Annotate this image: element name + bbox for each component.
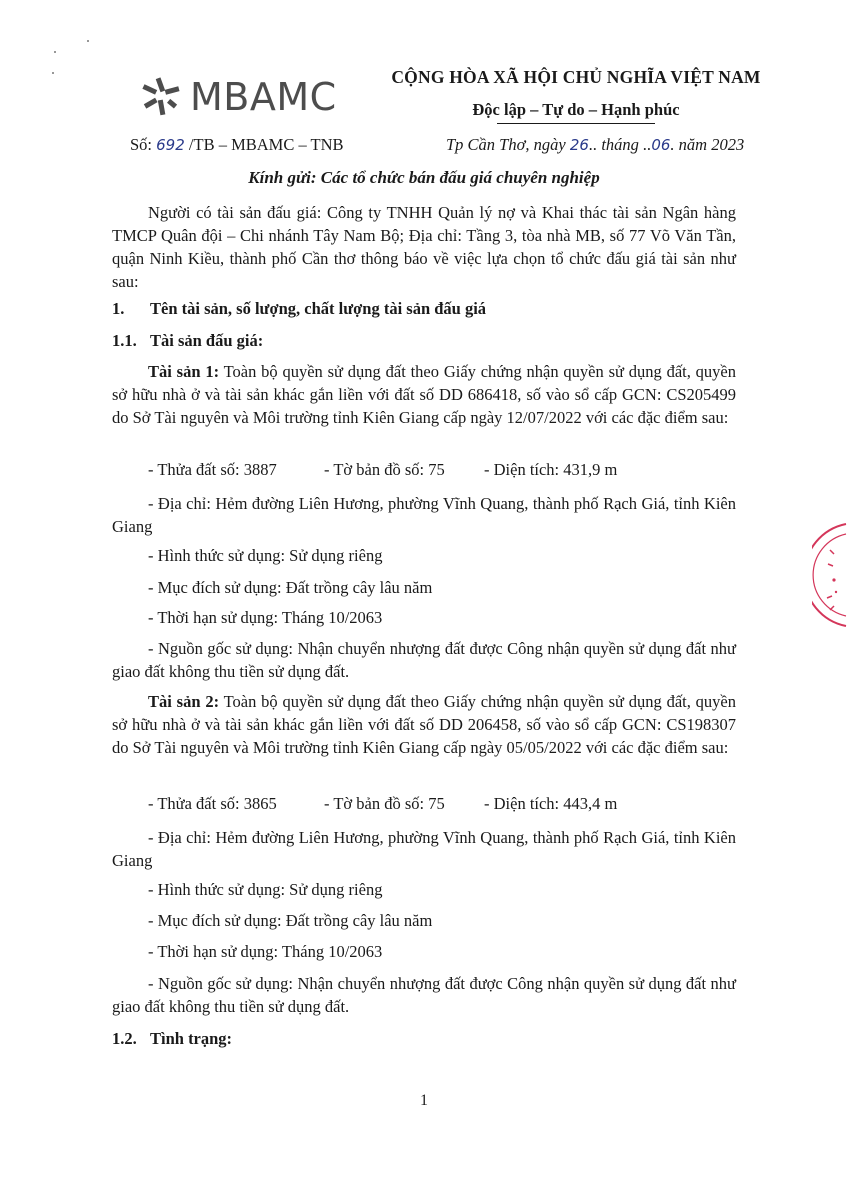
- asset-2-address: - Địa chỉ: Hẻm đường Liên Hương, phường Vĩnh Quang, thành phố Rạch Giá, tỉnh Kiên Giang: [112, 828, 736, 870]
- asset-2-parcel-row: [148, 794, 617, 814]
- section-title: Tài sản đấu giá:: [150, 331, 264, 350]
- national-motto: Độc lập – Tự do – Hạnh phúc: [472, 100, 680, 119]
- section-number: 1.2.: [112, 1029, 137, 1048]
- company-logo: [138, 74, 337, 120]
- asset-1-label: Tài sản 1:: [148, 362, 220, 381]
- asset-2-area: - Diện tích: 443,4 m: [484, 794, 618, 813]
- asset-2-purpose: - Mục đích sử dụng: Đất trồng cây lâu năm: [148, 911, 433, 930]
- asset-2-map-sheet: - Tờ bản đồ số: 75: [324, 794, 445, 813]
- national-title: CỘNG HÒA XÃ HỘI CHỦ NGHĨA VIỆT NAM: [391, 67, 761, 87]
- asset-1-purpose: - Mục đích sử dụng: Đất trồng cây lâu năm: [148, 578, 433, 597]
- asset-2-text: Toàn bộ quyền sử dụng đất theo Giấy chứng nhận quyền sử dụng đất, quyền sở hữu nhà ở và tài sản khác gắn liền với đất số DD 206458, số vào sổ cấp GCN: CS198307 do Sở Tài nguyên và Môi trường tỉnh Kiên Giang cấp ngày 05/05/2022 với các đặc điểm sau:: [112, 692, 736, 757]
- date-year: năm 2023: [678, 135, 745, 154]
- motto-underline: [497, 123, 655, 124]
- red-seal-fragment-icon: [812, 520, 848, 630]
- asset-1-address: - Địa chỉ: Hẻm đường Liên Hương, phường Vĩnh Quang, thành phố Rạch Giá, tỉnh Kiên Giang: [112, 494, 736, 536]
- asset-2-parcel: - Thửa đất số: 3865: [148, 794, 277, 813]
- date-month-label: tháng: [601, 135, 639, 154]
- asset-2-origin: - Nguồn gốc sử dụng: Nhận chuyển nhượng đất được Công nhận quyền sử dụng đất như giao đất không thu tiền sử dụng đất.: [112, 974, 736, 1016]
- asset-1-parcel-row: [148, 460, 617, 480]
- date-month-handwritten: 06: [651, 136, 671, 154]
- salutation: Kính gửi: Các tổ chức bán đấu giá chuyên nghiệp: [248, 168, 600, 187]
- section-number: 1.: [112, 299, 125, 318]
- asset-2-use-form: - Hình thức sử dụng: Sử dụng riêng: [148, 880, 383, 899]
- scan-speck: [52, 72, 54, 74]
- asset-1-term: - Thời hạn sử dụng: Tháng 10/2063: [148, 608, 383, 627]
- asset-2-term: - Thời hạn sử dụng: Tháng 10/2063: [148, 942, 383, 961]
- doc-number-suffix: /TB – MBAMC – TNB: [188, 135, 344, 154]
- section-title: Tên tài sản, số lượng, chất lượng tài sản đấu giá: [150, 299, 487, 318]
- asset-2-description: [112, 690, 736, 759]
- section-number: 1.1.: [112, 331, 137, 350]
- asset-1-area: - Diện tích: 431,9 m: [484, 460, 618, 479]
- asset-1-description: [112, 360, 736, 429]
- asset-1-text: Toàn bộ quyền sử dụng đất theo Giấy chứng nhận quyền sử dụng đất, quyền sở hữu nhà ở và tài sản khác gắn liền với đất số DD 686418, số vào sổ cấp GCN: CS205499 do Sở Tài nguyên và Môi trường tỉnh Kiên Giang cấp ngày 12/07/2022 với các đặc điểm sau:: [112, 362, 736, 427]
- date-prefix: Tp Cần Thơ, ngày: [446, 135, 566, 154]
- logo-wordmark: MBAMC: [190, 75, 337, 119]
- document-date: Tp Cần Thơ, ngày 26.. tháng ..06. năm 2023: [446, 135, 745, 154]
- page-number: 1: [420, 1092, 428, 1109]
- scan-speck: [87, 40, 89, 42]
- asset-1-map-sheet: - Tờ bản đồ số: 75: [324, 460, 445, 479]
- intro-paragraph: Người có tài sản đấu giá: Công ty TNHH Quản lý nợ và Khai thác tài sản Ngân hàng TMCP Quân đội – Chi nhánh Tây Nam Bộ; Địa chỉ: Tầng 3, tòa nhà MB, số 77 Võ Văn Tần, quận Ninh Kiều, thành phố Cần thơ thông báo về việc lựa chọn tổ chức đấu giá tài sản như sau:: [112, 203, 736, 291]
- asset-1-origin: - Nguồn gốc sử dụng: Nhận chuyển nhượng đất được Công nhận quyền sử dụng đất như giao đất không thu tiền sử dụng đất.: [112, 639, 736, 681]
- doc-number-prefix: Số:: [130, 135, 153, 154]
- date-day-handwritten: 26: [569, 136, 589, 154]
- section-title: Tình trạng:: [150, 1029, 233, 1048]
- scan-speck: [54, 51, 56, 53]
- mbamc-star-icon: [138, 74, 184, 120]
- asset-1-use-form: - Hình thức sử dụng: Sử dụng riêng: [148, 546, 383, 565]
- asset-1-parcel: - Thửa đất số: 3887: [148, 460, 277, 479]
- section-1-1-heading: [112, 331, 263, 351]
- document-number: [130, 135, 344, 155]
- doc-number-handwritten: 692: [156, 136, 185, 154]
- asset-2-label: Tài sản 2:: [148, 692, 220, 711]
- section-1-heading: [112, 299, 486, 319]
- section-1-2-heading: [112, 1029, 232, 1049]
